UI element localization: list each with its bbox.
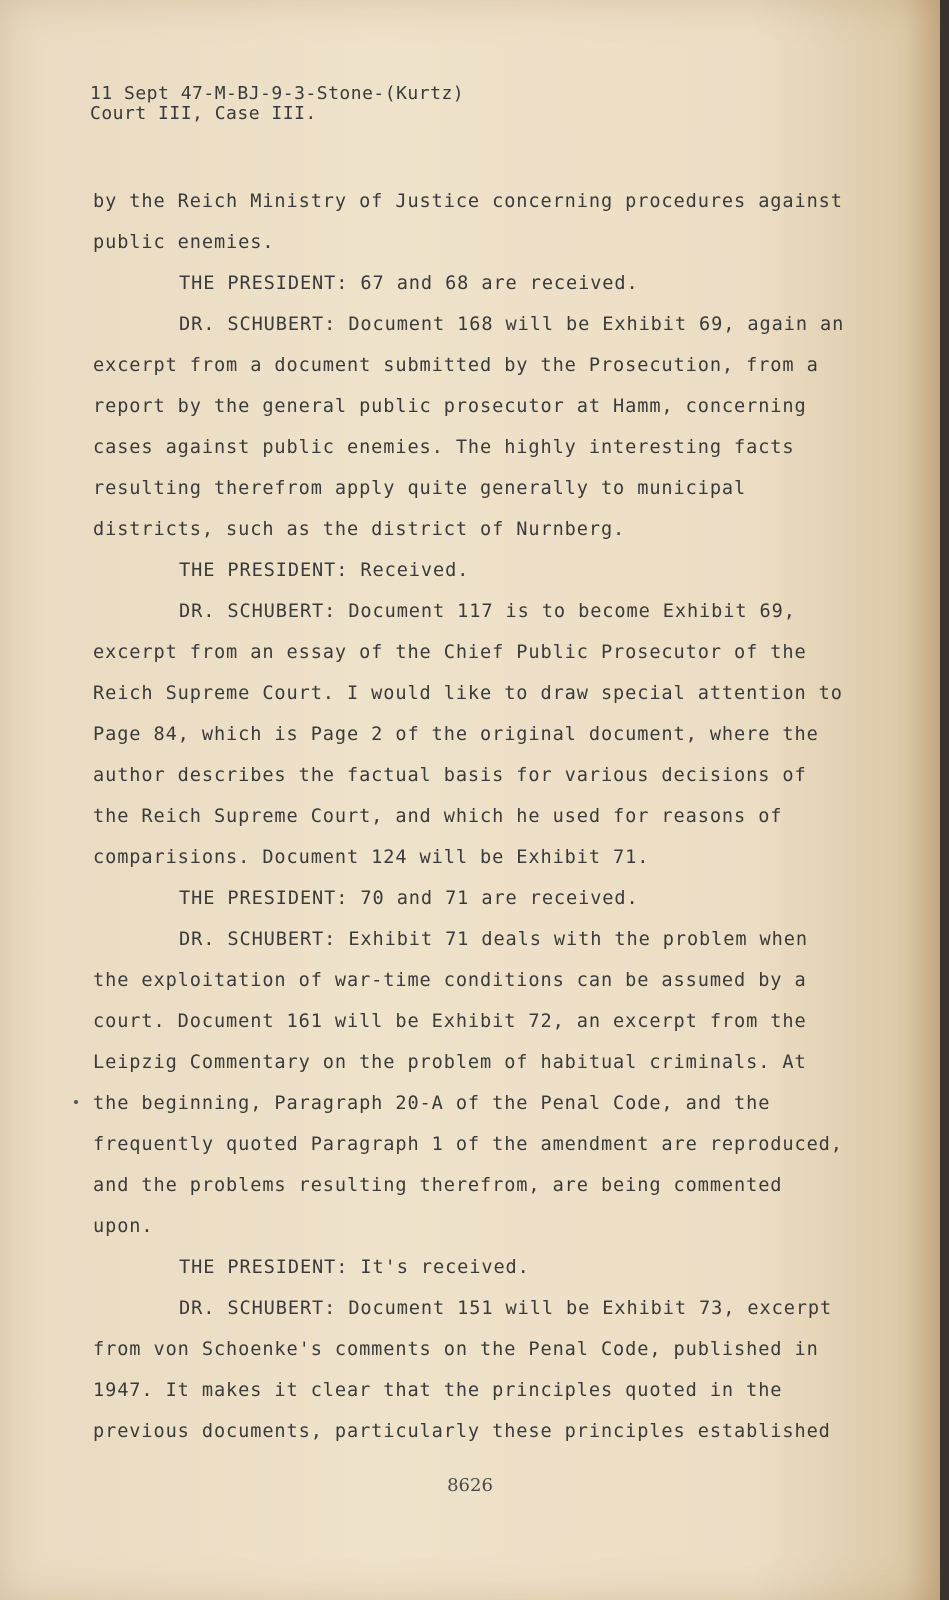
header-line-date-code: 11 Sept 47-M-BJ-9-3-Stone-(Kurtz) (90, 83, 465, 104)
paragraph-president-remark: THE PRESIDENT: 70 and 71 are received. (179, 888, 639, 909)
paragraph-president-remark: THE PRESIDENT: Received. (179, 560, 470, 581)
header-line-court-case: Court III, Case III. (90, 103, 317, 124)
scan-edge (940, 0, 949, 1600)
paragraph-schubert-statement: DR. SCHUBERT: Document 151 will be Exhibit 73, excerpt from von Schoenke's comments on the Penal Code, published in 1947. It makes it clear that the principles quoted in the previous documents, particularly these principles established (93, 1298, 833, 1442)
paragraph-president-remark: THE PRESIDENT: It's received. (179, 1257, 530, 1278)
document-header (90, 84, 464, 124)
paragraph-president-remark: THE PRESIDENT: 67 and 68 are received. (179, 273, 639, 294)
paragraph-schubert-statement: DR. SCHUBERT: Document 168 will be Exhibit 69, again an excerpt from a document submitted by the Prosecution, from a report by the general public prosecutor at Hamm, concerning cases against public enemies. The highly interesting facts resulting therefrom apply quite generally to municipal districts, such as the district of Nurnberg. (93, 314, 845, 540)
paragraph-schubert-statement: DR. SCHUBERT: Exhibit 71 deals with the problem when the exploitation of war-time conditions can be assumed by a court. Document 161 will be Exhibit 72, an excerpt from the Leipzig Commentary on the problem of habitual criminals. At the beginning, Paragraph 20-A of the Penal Code, and the frequently quoted Paragraph 1 of the amendment are reproduced, and the problems resulting therefrom, are being commented upon. (93, 929, 843, 1237)
paragraph-schubert-statement: DR. SCHUBERT: Document 117 is to become Exhibit 69, excerpt from an essay of the Chief Public Prosecutor of the Reich Supreme Court. I would like to draw special attention to Page 84, which is Page 2 of the original document, where the author describes the factual basis for various decisions of the Reich Supreme Court, and which he used for reasons of comparisions. Document 124 will be Exhibit 71. (93, 601, 843, 868)
page-number: 8626 (447, 1475, 493, 1496)
margin-mark (74, 1100, 78, 1104)
paragraph-continuation: by the Reich Ministry of Justice concerning procedures against public enemies. (93, 191, 843, 253)
transcript-body (93, 181, 853, 1452)
